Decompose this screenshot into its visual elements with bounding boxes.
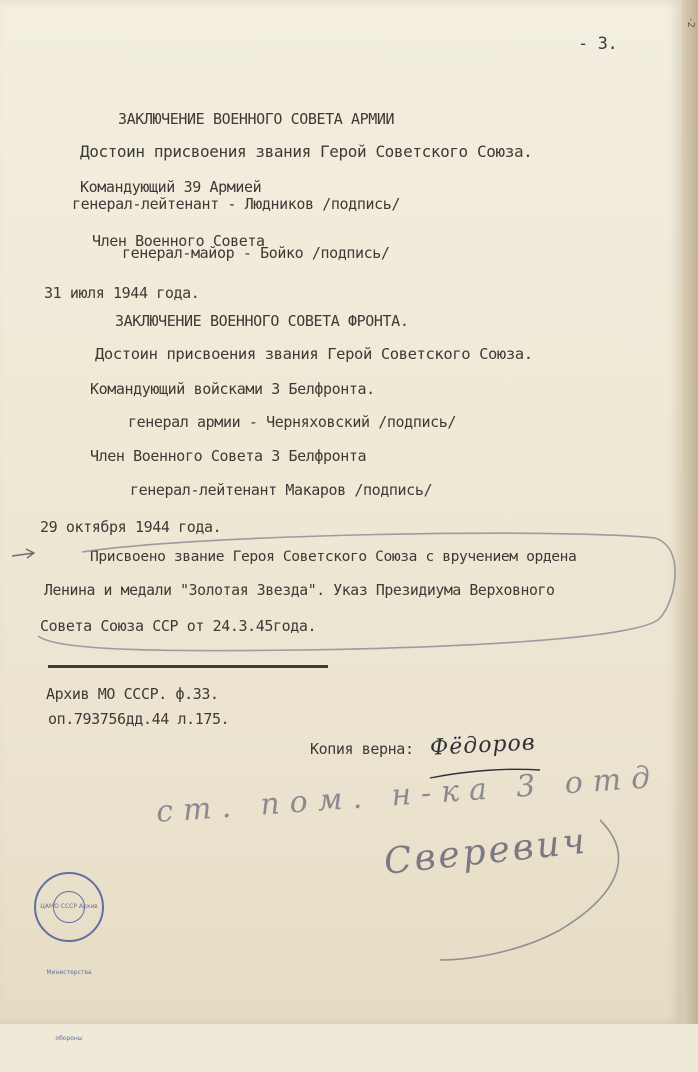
page-edge xyxy=(682,0,698,1024)
army-worthy-line: Достоин присвоения звания Герой Советского Союза. xyxy=(80,142,533,161)
archive-reference-1: Архив МО СССР. ф.33. xyxy=(46,685,219,703)
army-commander-name: генерал-лейтенант - Людников /подпись/ xyxy=(72,195,400,213)
army-commander-role: Командующий 39 Армией xyxy=(80,178,262,196)
front-worthy-line: Достоин присвоения звания Герой Советского Союза. xyxy=(95,345,533,363)
army-council-title: ЗАКЛЮЧЕНИЕ ВОЕННОГО СОВЕТА АРМИИ xyxy=(118,110,395,128)
stamp-text: ЦАМО СССР Архив Министерства обороны xyxy=(40,903,98,1042)
award-line-3: Совета Союза ССР от 24.3.45года. xyxy=(40,617,317,635)
margin-mark: -2 xyxy=(685,18,696,28)
front-council-title: ЗАКЛЮЧЕНИЕ ВОЕННОГО СОВЕТА ФРОНТА. xyxy=(115,312,409,330)
front-member-name: генерал-лейтенант Макаров /подпись/ xyxy=(130,481,433,499)
handwritten-signature: Сверевич xyxy=(382,820,590,883)
army-date: 31 июля 1944 года. xyxy=(44,284,200,302)
handwritten-note: ст. пом. н-ка 3 отд xyxy=(155,759,662,830)
front-commander-name: генерал армии - Черняховский /подпись/ xyxy=(128,413,456,431)
copy-signature: Фёдоров xyxy=(429,730,537,761)
archive-reference-2: оп.793756дд.44 л.175. xyxy=(48,710,230,728)
army-member-name: генерал-майор - Бойко /подпись/ xyxy=(122,244,390,262)
page-number: - 3. xyxy=(578,34,618,54)
front-commander-role: Командующий войсками 3 Белфронта. xyxy=(90,380,375,398)
army-member-role: Член Военного Совета xyxy=(92,232,265,250)
front-member-role: Член Военного Совета 3 Белфронта xyxy=(90,447,367,465)
copy-certified-label: Копия верна: xyxy=(310,740,414,758)
front-date: 29 октября 1944 года. xyxy=(40,518,222,536)
award-line-2: Ленина и медали "Золотая Звезда". Указ Президиума Верховного xyxy=(44,582,555,599)
award-line-1: Присвоено звание Героя Советского Союза с вручением ордена xyxy=(90,548,577,565)
